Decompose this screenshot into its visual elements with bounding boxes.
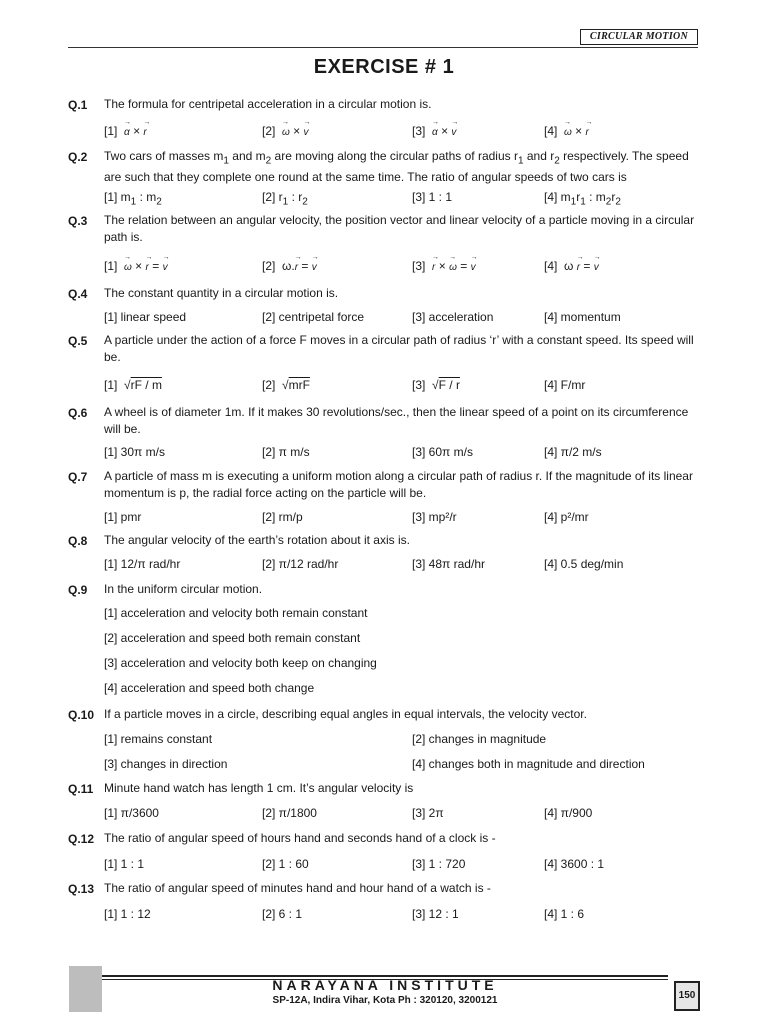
question-number: Q.11 — [68, 782, 94, 796]
option-4: [4] π/900 — [544, 806, 593, 820]
question-number: Q.9 — [68, 583, 88, 597]
option-1: [1] 1 : 1 — [104, 857, 145, 871]
option-4: [4] ω → r = → v — [544, 259, 599, 273]
question-text: The ratio of angular speed of hours hand and seconds hand of a clock is - — [104, 831, 496, 845]
option-1: [1] remains constant — [104, 732, 213, 746]
option-2: [2] 6 : 1 — [262, 907, 303, 921]
option-4: [4] F/mr — [544, 378, 586, 392]
option-3: [3] → α × → v — [412, 124, 456, 138]
question-text: Minute hand watch has length 1 cm. It’s angular velocity is — [104, 781, 414, 795]
header-rule — [68, 47, 698, 48]
question-number: Q.6 — [68, 406, 88, 420]
question-number: Q.4 — [68, 287, 88, 301]
option-4: [4] 3600 : 1 — [544, 857, 605, 871]
option-4: [4] 0.5 deg/min — [544, 557, 624, 571]
question-text: A particle of mass m is executing a uniform motion along a circular path of radius r. If the magnitude of its linear momentum is p, the radial force acting on the particle will be. — [104, 469, 693, 500]
option-1: [1] → α × → r — [104, 124, 147, 138]
option-4: [4] momentum — [544, 310, 621, 324]
page-number: 150 — [674, 981, 700, 1011]
page-title: EXERCISE # 1 — [313, 56, 455, 78]
question-number: Q.13 — [68, 882, 95, 896]
question-number: Q.3 — [68, 214, 88, 228]
question-number: Q.5 — [68, 334, 88, 348]
option-2: [2] rm/p — [262, 510, 303, 524]
option-3: [3] 60π m/s — [412, 445, 473, 459]
option-1: [1] linear speed — [104, 310, 187, 324]
chapter-tag: CIRCULAR MOTION — [580, 29, 698, 45]
institute-address: SP-12A, Indira Vihar, Kota Ph : 320120, 3200121 — [272, 995, 498, 1006]
question-text: The angular velocity of the earth’s rotation about it axis is. — [104, 533, 410, 547]
option-2: [2] changes in magnitude — [412, 732, 547, 746]
option-3: [3] 2π — [412, 806, 444, 820]
question-number: Q.10 — [68, 708, 95, 722]
option-2: [2] ω.→ r = → v — [262, 259, 317, 273]
option-3: [3] changes in direction — [104, 757, 228, 771]
option-2: [2] → ω × → v — [262, 124, 309, 138]
option-1: [1] π/3600 — [104, 806, 159, 820]
option-1: [1] pmr — [104, 510, 142, 524]
question-text: The ratio of angular speed of minutes hand and hour hand of a watch is - — [104, 881, 491, 895]
option-3: [3] acceleration — [412, 310, 494, 324]
question-number: Q.7 — [68, 470, 88, 484]
footer-decor-box — [69, 966, 102, 1012]
option-1: [1] √rF / m — [104, 378, 162, 392]
option-3: [3] acceleration and velocity both keep on changing — [104, 656, 377, 670]
option-2: [2] centripetal force — [262, 310, 365, 324]
option-4: [4] changes both in magnitude and direction — [412, 757, 645, 771]
option-3: [3] 1 : 720 — [412, 857, 466, 871]
question-text: The constant quantity in a circular motion is. — [104, 286, 339, 300]
question-number: Q.12 — [68, 832, 95, 846]
option-1: [1] acceleration and velocity both remain constant — [104, 606, 368, 620]
question-number: Q.8 — [68, 534, 88, 548]
option-3: [3] mp²/r — [412, 510, 457, 524]
question-text: A particle under the action of a force F moves in a circular path of radius ‘r’ with a constant speed. Its speed will be. — [104, 333, 694, 364]
option-3: [3] √F / r — [412, 378, 460, 392]
question-text: Two cars of masses $m_1$ and $m_2$ are moving along the circular paths of radius $r_1$ and $r_2$ respectively. The speed are such that they complete one round at the same time. The ratio of angular speeds of two cars is — [104, 149, 689, 185]
option-1: [1] $m_1$ : $m_2$ — [104, 190, 162, 208]
option-2: [2] 1 : 60 — [262, 857, 309, 871]
option-1: [1] 1 : 12 — [104, 907, 151, 921]
question-text: The formula for centripetal acceleration in a circular motion is. — [104, 97, 432, 111]
question-text: A wheel is of diameter 1m. If it makes 30 revolutions/sec., then the linear speed of a point on its circumference will be. — [104, 405, 689, 436]
option-3: [3] → r × → ω = → v — [412, 259, 476, 273]
question-number: Q.2 — [68, 150, 88, 164]
option-4: [4] acceleration and speed both change — [104, 681, 315, 695]
option-4: [4] π/2 m/s — [544, 445, 602, 459]
option-3: [3] 12 : 1 — [412, 907, 459, 921]
option-2: [2] √mrF — [262, 378, 310, 392]
option-2: [2] π/1800 — [262, 806, 317, 820]
option-4: [4] $m_1r_1$ : $m_2r_2$ — [544, 190, 621, 208]
option-2: [2] π m/s — [262, 445, 310, 459]
question-text: If a particle moves in a circle, describing equal angles in equal intervals, the velocity vector. — [104, 707, 587, 721]
institute-name: NARAYANA INSTITUTE — [272, 977, 498, 993]
question-text: The relation between an angular velocity, the position vector and linear velocity of a particle moving in a circular path is. — [104, 213, 695, 244]
option-2: [2] acceleration and speed both remain constant — [104, 631, 361, 645]
option-4: [4] 1 : 6 — [544, 907, 585, 921]
option-4: [4] p²/mr — [544, 510, 589, 524]
option-1: [1] → ω × → r = → v — [104, 259, 168, 273]
option-3: [3] 48π rad/hr — [412, 557, 485, 571]
question-number: Q.1 — [68, 98, 88, 112]
option-3: [3] 1 : 1 — [412, 190, 453, 204]
option-1: [1] 30π m/s — [104, 445, 165, 459]
option-2: [2] π/12 rad/hr — [262, 557, 339, 571]
option-4: [4] → ω × → r — [544, 124, 589, 138]
option-2: [2] $r_1$ : $r_2$ — [262, 190, 308, 208]
question-text: In the uniform circular motion. — [104, 582, 263, 596]
option-1: [1] 12/π rad/hr — [104, 557, 181, 571]
